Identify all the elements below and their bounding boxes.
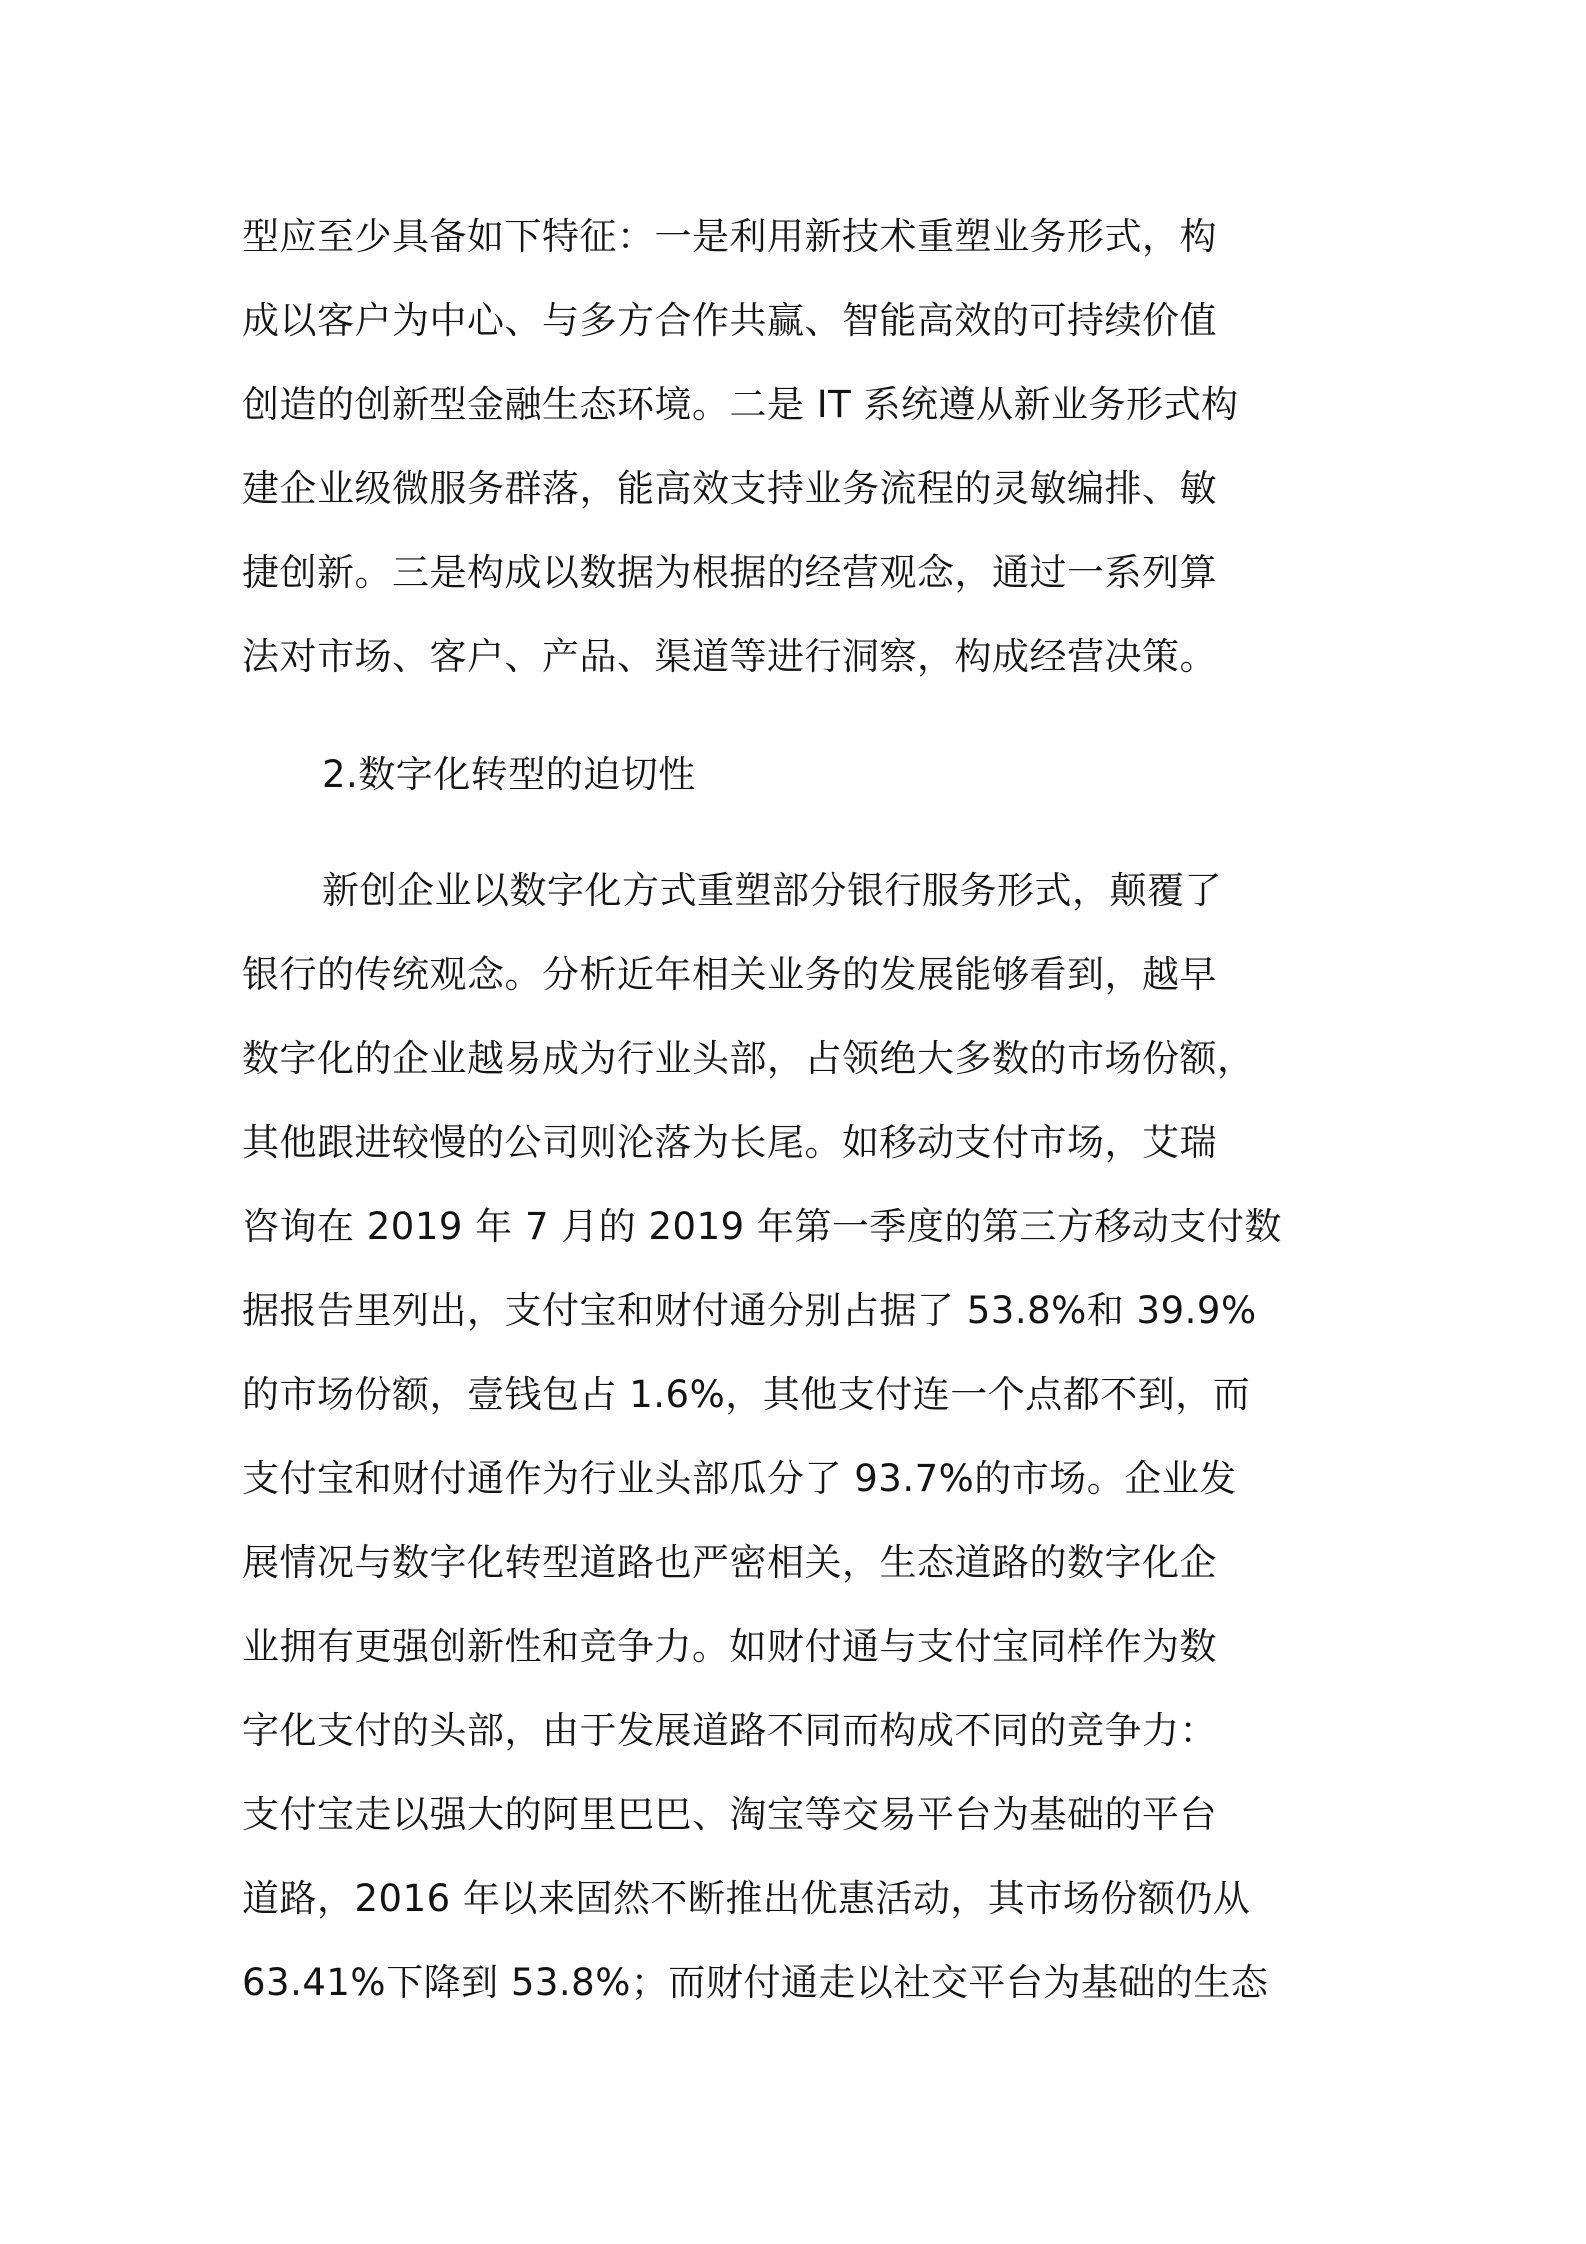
paragraph-line: 展情况与数字化转型道路也严密相关，生态道路的数字化企 bbox=[242, 1541, 1217, 1584]
paragraph-line: 成以客户为中心、与多方合作共赢、智能高效的可持续价值 bbox=[242, 299, 1217, 342]
paragraph-line: 道路，2016 年以来固然不断推出优惠活动，其市场份额仍从 bbox=[242, 1877, 1251, 1920]
paragraph-line: 据报告里列出，支付宝和财付通分别占据了 53.8%和 39.9% bbox=[242, 1289, 1257, 1332]
paragraph-line: 的市场份额，壹钱包占 1.6%，其他支付连一个点都不到，而 bbox=[242, 1373, 1251, 1416]
paragraph-line: 支付宝和财付通作为行业头部瓜分了 93.7%的市场。企业发 bbox=[242, 1457, 1237, 1500]
paragraph-line: 建企业级微服务群落，能高效支持业务流程的灵敏编排、敏 bbox=[242, 467, 1217, 510]
section-heading: 2.数字化转型的迫切性 bbox=[322, 753, 696, 796]
paragraph-line: 捷创新。三是构成以数据为根据的经营观念，通过一系列算 bbox=[242, 551, 1217, 594]
paragraph-line: 法对市场、客户、产品、渠道等进行洞察，构成经营决策。 bbox=[242, 635, 1217, 678]
paragraph-line: 业拥有更强创新性和竞争力。如财付通与支付宝同样作为数 bbox=[242, 1625, 1217, 1668]
paragraph-line: 支付宝走以强大的阿里巴巴、淘宝等交易平台为基础的平台 bbox=[242, 1793, 1217, 1836]
paragraph-line: 新创企业以数字化方式重塑部分银行服务形式，颠覆了 bbox=[322, 869, 1222, 912]
paragraph-line: 咨询在 2019 年 7 月的 2019 年第一季度的第三方移动支付数 bbox=[242, 1205, 1282, 1248]
paragraph-line: 其他跟进较慢的公司则沦落为长尾。如移动支付市场，艾瑞 bbox=[242, 1121, 1217, 1164]
paragraph-line: 数字化的企业越易成为行业头部，占领绝大多数的市场份额， bbox=[242, 1037, 1255, 1080]
paragraph-line: 字化支付的头部，由于发展道路不同而构成不同的竞争力： bbox=[242, 1709, 1217, 1752]
paragraph-line: 63.41%下降到 53.8%；而财付通走以社交平台为基础的生态 bbox=[242, 1961, 1269, 2004]
paragraph-line: 银行的传统观念。分析近年相关业务的发展能够看到，越早 bbox=[242, 953, 1217, 996]
paragraph-line: 创造的创新型金融生态环境。二是 IT 系统遵从新业务形式构 bbox=[242, 383, 1239, 426]
paragraph-line: 型应至少具备如下特征：一是利用新技术重塑业务形式，构 bbox=[242, 215, 1217, 258]
